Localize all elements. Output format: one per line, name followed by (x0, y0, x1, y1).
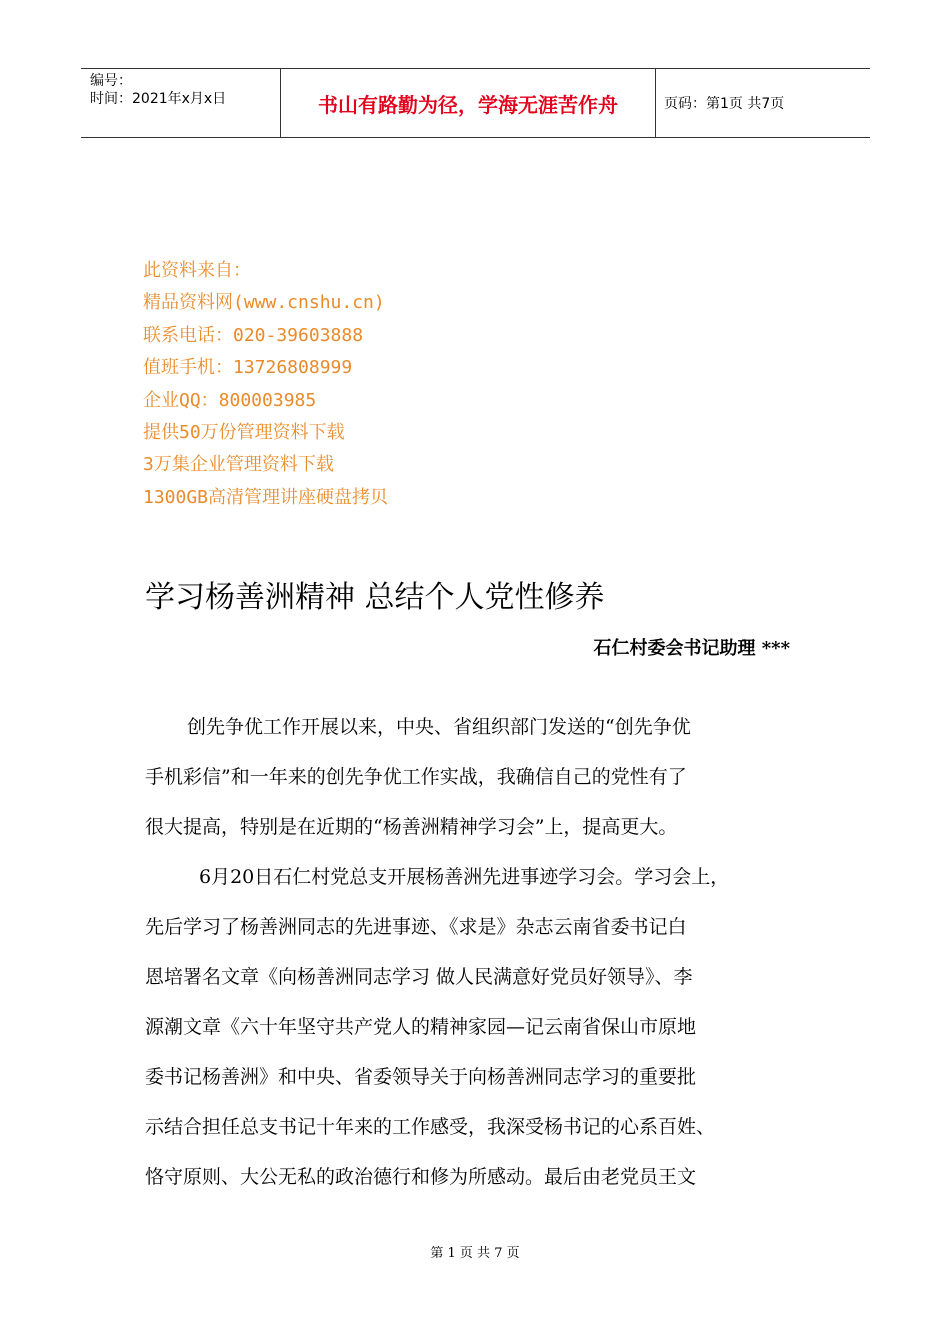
source-line: 提供50万份管理资料下载 (143, 422, 345, 444)
document-header (81, 68, 870, 138)
body-line: 6月20日石仁村党总支开展杨善洲先进事迹学习会。学习会上， (199, 866, 730, 888)
source-line: 企业QQ：800003985 (143, 389, 317, 411)
body-line: 手机彩信”和一年来的创先争优工作实战，我确信自己的党性有了 (145, 766, 687, 788)
source-line: 3万集企业管理资料下载 (143, 454, 334, 476)
header-page-info: 页码：第1页 共7页 (664, 96, 785, 112)
body-line: 源潮文章《六十年坚守共产党人的精神家园—记云南省保山市原地 (145, 1016, 697, 1038)
body-line: 先后学习了杨善洲同志的先进事迹、《求是》杂志云南省委书记白 (145, 916, 687, 938)
body-line: 恩培署名文章《向杨善洲同志学习 做人民满意好党员好领导》、李 (145, 966, 693, 988)
article-body (145, 702, 815, 1202)
body-line: 很大提高，特别是在近期的“杨善洲精神学习会”上，提高更大。 (145, 816, 678, 838)
header-motto: 书山有路勤为径，学海无涯苦作舟 (281, 69, 656, 137)
body-line: 委书记杨善洲》和中央、省委领导关于向杨善洲同志学习的重要批 (145, 1066, 697, 1088)
number-label: 编号： (90, 73, 132, 89)
source-line: 此资料来自： (143, 260, 251, 281)
body-line: 示结合担任总支书记十年来的工作感受，我深受杨书记的心系百姓、 (145, 1116, 716, 1138)
time-label: 时间：2021年x月x日 (90, 91, 227, 107)
source-line: 联系电话：020-39603888 (143, 324, 364, 346)
source-line: 值班手机：13726808999 (143, 357, 353, 379)
body-line: 创先争优工作开展以来，中央、省组织部门发送的“创先争优 (187, 716, 691, 738)
source-info-block (143, 255, 388, 514)
page-footer: 第 1 页 共 7 页 (430, 1246, 520, 1261)
body-line: 恪守原则、大公无私的政治德行和修为所感动。最后由老党员王文 (145, 1166, 697, 1188)
source-line: 1300GB高清管理讲座硬盘拷贝 (143, 486, 389, 508)
article-author: 石仁村委会书记助理 *** (593, 638, 790, 659)
article-title: 学习杨善洲精神 总结个人党性修养 (145, 580, 605, 615)
source-line: 精品资料网(www.cnshu.cn) (143, 292, 385, 314)
header-meta (81, 69, 281, 137)
